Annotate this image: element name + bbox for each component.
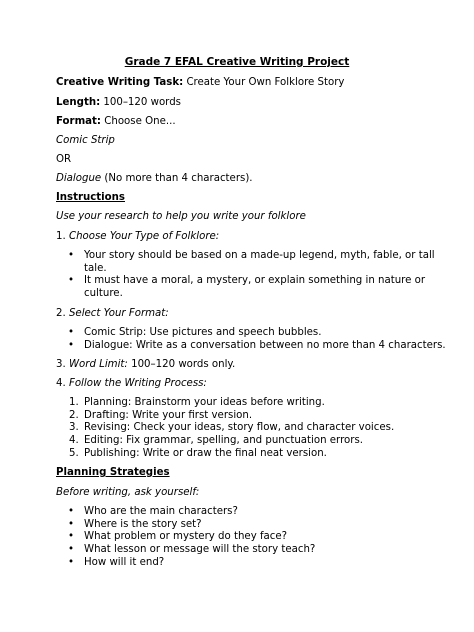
length-value: 100–120 words <box>100 97 181 108</box>
step-2-label: Select Your Format: <box>68 308 169 319</box>
process-step-number: 1. <box>69 397 79 408</box>
step-1-label: Choose Your Type of Folklore: <box>68 231 220 242</box>
step-1-number: 1. <box>56 231 69 242</box>
list-item: • Comic Strip: Use pictures and speech bubbles. <box>56 327 446 340</box>
planning-intro: Before writing, ask yourself: <box>56 487 200 498</box>
list-item: • How will it end? <box>56 557 315 570</box>
step-3-number: 3. <box>56 359 69 370</box>
length-label: Length: <box>56 97 101 108</box>
list-item: • What problem or mystery do they face? <box>56 531 315 544</box>
list-item-continuation <box>56 263 435 276</box>
or-text: OR <box>56 154 72 165</box>
process-step <box>56 410 394 423</box>
step-2-heading <box>56 308 169 319</box>
length-line <box>56 97 181 108</box>
format-value: Choose One... <box>101 116 176 127</box>
step-2-bullets <box>56 327 446 352</box>
step-4-number: 4. <box>56 378 69 389</box>
step-3-value: 100–120 words only. <box>127 359 236 370</box>
step-2-number: 2. <box>56 308 69 319</box>
list-item: • Dialogue: Write as a conversation between no more than 4 characters. <box>56 340 446 353</box>
step-3-line <box>56 359 235 370</box>
task-label: Creative Writing Task: <box>56 77 184 88</box>
process-step <box>56 448 394 461</box>
process-step <box>56 422 394 435</box>
option-dialogue <box>56 173 253 184</box>
format-line <box>56 116 176 127</box>
instructions-intro: Use your research to help you write your folklore <box>56 211 306 222</box>
step-3-label: Word Limit: <box>68 359 128 370</box>
task-line <box>56 77 344 88</box>
task-value: Create Your Own Folklore Story <box>183 77 345 88</box>
option-comic-strip: Comic Strip <box>56 135 115 146</box>
dialogue-label: Dialogue <box>56 173 102 184</box>
planning-questions <box>56 506 315 570</box>
step-1-bullets <box>56 250 435 301</box>
step-4-label: Follow the Writing Process: <box>68 378 207 389</box>
list-item: • What lesson or message will the story teach? <box>56 544 315 557</box>
process-step-number: 2. <box>69 409 79 421</box>
continuation-text: culture. <box>84 288 123 300</box>
continuation-text: tale. <box>84 262 107 274</box>
list-item-continuation <box>56 288 435 301</box>
dialogue-value: (No more than 4 characters). <box>101 173 253 184</box>
process-step-text: Publishing: Write or draw the final neat version. <box>84 447 327 459</box>
process-step-number: 5. <box>69 447 79 459</box>
process-step-text: Revising: Check your ideas, story flow, and character voices. <box>84 422 395 434</box>
writing-process-list <box>56 397 394 461</box>
list-item: • Your story should be based on a made-up legend, myth, fable, or tall <box>56 250 435 263</box>
planning-heading: Planning Strategies <box>56 467 170 478</box>
process-step-number: 3. <box>69 422 79 434</box>
list-item: • Who are the main characters? <box>56 506 315 519</box>
step-1-heading <box>56 231 219 242</box>
list-item: • Where is the story set? <box>56 519 315 532</box>
step-4-heading <box>56 378 207 389</box>
process-step-text: Editing: Fix grammar, spelling, and punctuation errors. <box>84 435 363 447</box>
process-step <box>56 435 394 448</box>
process-step <box>56 397 394 410</box>
process-step-number: 4. <box>69 435 79 447</box>
list-item: • It must have a moral, a mystery, or explain something in nature or <box>56 275 435 288</box>
instructions-heading: Instructions <box>56 192 125 203</box>
process-step-text: Drafting: Write your first version. <box>84 409 253 421</box>
document-title: Grade 7 EFAL Creative Writing Project <box>124 56 350 68</box>
process-step-text: Planning: Brainstorm your ideas before writing. <box>84 397 325 408</box>
format-label: Format: <box>56 116 102 127</box>
